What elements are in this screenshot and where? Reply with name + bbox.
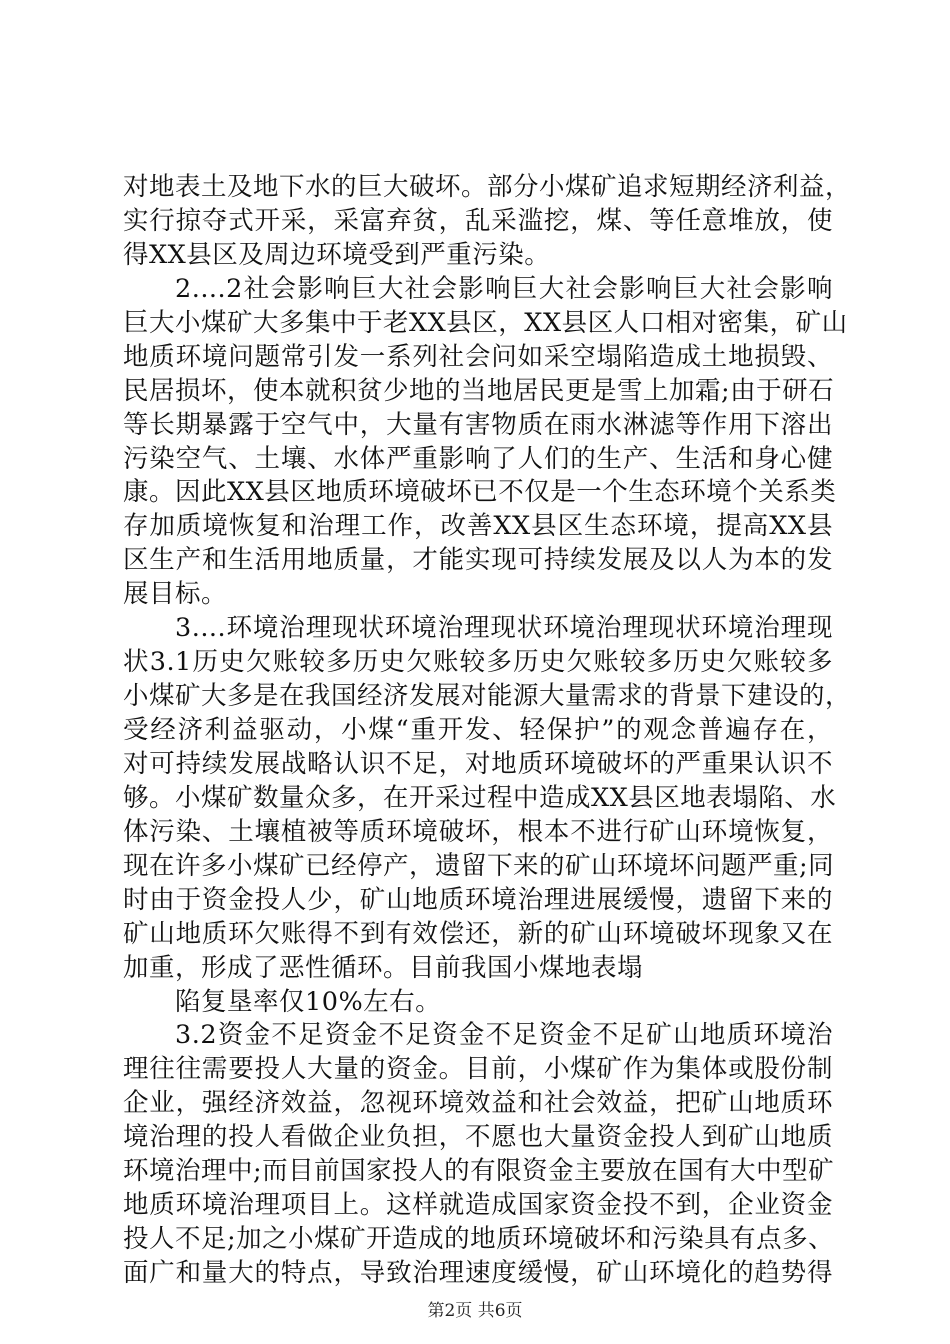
text-line: 展目标。 [123, 579, 228, 610]
text-line: 3.2资金不足资金不足资金不足资金不足矿山地质环境治 [175, 1020, 833, 1051]
text-line: 对地表土及地下水的巨大破坏。部分小煤矿追求短期经济利益， [123, 172, 852, 202]
text-line: 地质环境问题常引发一系列社会问如采空塌陷造成土地损毁、 [123, 341, 833, 372]
text-line: 区生产和生活用地质量，才能实现可持续发展及以人为本的发 [123, 545, 833, 576]
text-line: 状3.1历史欠账较多历史欠账较多历史欠账较多历史欠账较多 [123, 647, 833, 678]
text-line: 投人不足;加之小煤矿开造成的地质环境破坏和污染具有点多、 [123, 1224, 835, 1255]
text-line: 2....2社会影响巨大社会影响巨大社会影响巨大社会影响 [175, 273, 833, 304]
text-line: 陷复垦率仅10%左右。 [175, 986, 442, 1017]
text-line: 地质环境治理项目上。这样就造成国家资金投不到，企业资金 [123, 1190, 833, 1221]
text-line: 得XX县区及周边环境受到严重污染。 [123, 239, 551, 270]
text-line: 体污染、土壤植被等质环境破坏，根本不进行矿山环境恢复， [123, 816, 833, 847]
text-line: 实行掠夺式开采，采富弃贫，乱采滥挖，煤、等任意堆放，使 [123, 205, 833, 236]
text-line: 加重，形成了恶性循环。目前我国小煤地表塌 [123, 952, 644, 983]
text-line: 理往往需要投人大量的资金。目前，小煤矿作为集体或股份制 [123, 1054, 833, 1085]
text-line: 3....环境治理现状环境治理现状环境治理现状环境治理现 [175, 613, 833, 644]
text-line: 康。因此XX县区地质环境破坏已不仅是一个生态环境个关系类 [123, 477, 837, 508]
page-number-footer: 第2页 共6页 [427, 1301, 523, 1321]
text-line: 受经济利益驱动，小煤“重开发、轻保护”的观念普遍存在， [123, 715, 833, 745]
text-line: 民居损坏，使本就积贫少地的当地居民更是雪上加霜;由于研石 [123, 375, 835, 406]
text-line: 境治理的投人看做企业负担，不愿也大量资金投人到矿山地质 [123, 1122, 833, 1153]
text-line: 巨大小煤矿大多集中于老XX县区，XX县区人口相对密集，矿山 [123, 307, 848, 338]
text-line: 环境治理中;而目前国家投人的有限资金主要放在国有大中型矿 [123, 1156, 835, 1187]
text-line: 矿山地质环欠账得不到有效偿还，新的矿山环境破坏现象又在 [123, 918, 833, 949]
text-line: 污染空气、土壤、水体严重影响了人们的生产、生活和身心健 [123, 443, 833, 474]
text-line: 等长期暴露于空气中，大量有害物质在雨水淋滤等作用下溶出 [123, 409, 833, 440]
text-line: 面广和量大的特点，导致治理速度缓慢，矿山环境化的趋势得 [123, 1258, 833, 1288]
text-line: 企业，强经济效益，忽视环境效益和社会效益，把矿山地质环 [123, 1088, 833, 1119]
text-line: 小煤矿大多是在我国经济发展对能源大量需求的背景下建设的， [123, 681, 852, 712]
text-line: 对可持续发展战略认识不足，对地质环境破坏的严重果认识不 [123, 748, 833, 779]
text-line: 时由于资金投人少，矿山地质环境治理进展缓慢，遗留下来的 [123, 884, 833, 915]
text-line: 现在许多小煤矿已经停产，遗留下来的矿山环境坏问题严重;同 [123, 850, 835, 881]
text-line: 够。小煤矿数量众多，在开采过程中造成XX县区地表塌陷、水 [123, 782, 837, 813]
text-line: 存加质境恢复和治理工作，改善XX县区生态环境，提高XX县 [123, 511, 833, 542]
